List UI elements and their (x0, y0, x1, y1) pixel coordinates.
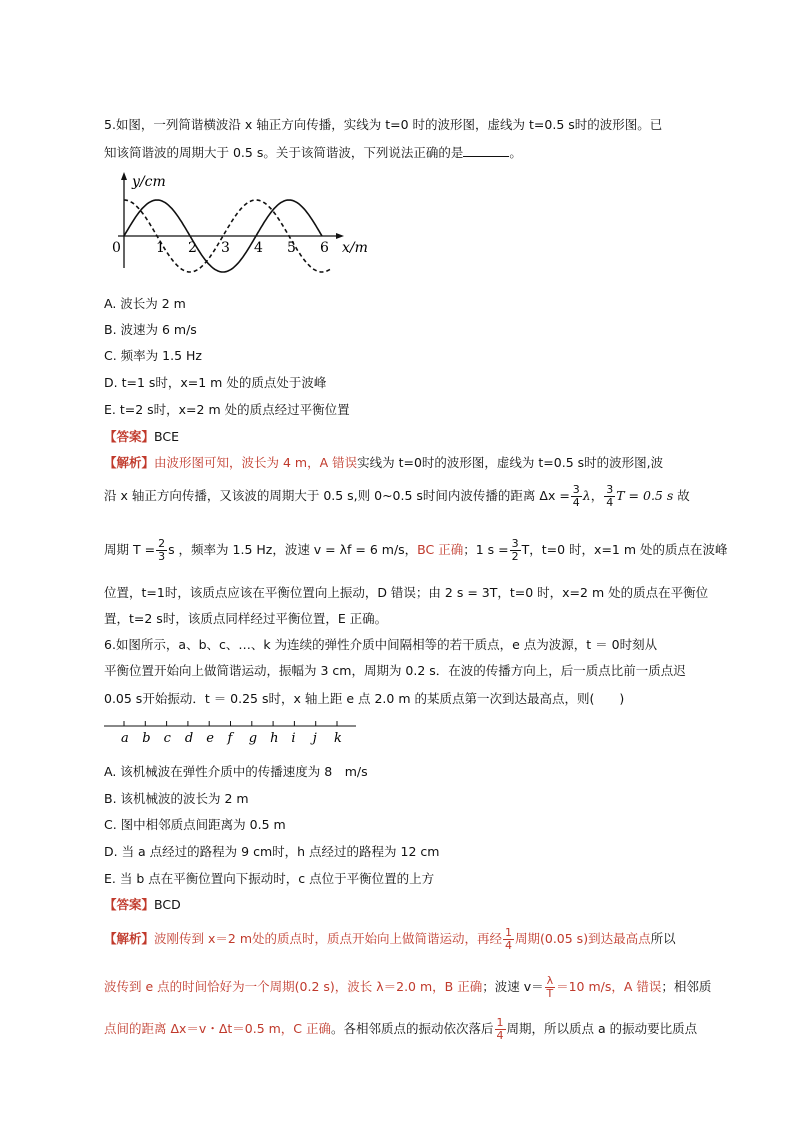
q6-line2: 平衡位置开始向上做简谐运动，振幅为 3 cm，周期为 0.2 s．在波的传播方向上，后一质点比前一质点迟 (104, 663, 686, 678)
q5-option-a: A. 波长为 2 m (104, 296, 186, 311)
q6-option-a: A. 该机械波在弹性介质中的传播速度为 8 m/s (104, 764, 368, 779)
particle-label-a: a (121, 731, 129, 746)
particle-label-e: e (206, 731, 214, 746)
q6-option-c: C. 图中相邻质点间距离为 0.5 m (104, 817, 286, 832)
tick-4: 4 (254, 240, 263, 256)
tick-1: 1 (156, 240, 165, 256)
q6-line1: 6.如图所示，a、b、c、…、k 为连续的弹性介质中间隔相等的若干质点，e 点为波源，t ＝ 0时刻从 (104, 637, 658, 652)
q5-analysis-line3: 周期 T = $\frac{2}{3}$ s ，频率为 1.5 Hz，波速 v = λf = 6 m/s，BC 正确；1 s = $\frac{3}{2}$ T，t=0 时，x=1 m 处的质点在波峰 (104, 537, 728, 563)
q6-particle-diagram (104, 718, 364, 748)
q6-option-b: B. 该机械波的波长为 2 m (104, 791, 249, 806)
q5-analysis-line2: 沿 x 轴正方向传播，又该波的周期大于 0.5 s,则 0~0.5 s时间内波传播的距离 Δx = $\frac{3}{4}$ λ， $\frac{3}{4}$ T = 0.5 s 故 (104, 483, 690, 509)
particle-label-j: j (312, 731, 317, 746)
particle-label-g: g (248, 731, 258, 746)
answer-blank (463, 144, 509, 157)
x-ticks (156, 240, 329, 256)
q6-analysis-line1: 【解析】波刚传到 x＝2 m处的质点时，质点开始向上做简谐运动，再经 $\frac{1}{4}$ 周期(0.05 s)到达最高点所以 (104, 926, 676, 952)
q5-line1: 5.如图，一列简谐横波沿 x 轴正方向传播，实线为 t=0 时的波形图，虚线为 t=0.5 s时的波形图。已 (104, 117, 663, 132)
tick-2: 2 (188, 240, 197, 256)
q6-analysis-line2: 波传到 e 点的时间恰好为一个周期(0.2 s)，波长 λ＝2.0 m，B 正确；波速 v＝ $\frac{\lambda}{T}$ ＝10 m/s，A 错误；相邻质 (104, 974, 712, 1000)
q5-option-e: E. t=2 s时，x=2 m 处的质点经过平衡位置 (104, 402, 350, 417)
origin-label: 0 (112, 240, 121, 256)
q5-option-c: C. 频率为 1.5 Hz (104, 348, 202, 363)
y-axis-label: y/cm (132, 174, 166, 190)
particle-label-c: c (163, 731, 171, 746)
particle-label-f: f (227, 731, 233, 746)
q5-option-b: B. 波速为 6 m/s (104, 322, 197, 337)
particle-label-k: k (334, 731, 342, 746)
q5-wave-graph (104, 168, 368, 280)
particle-label-d: d (184, 731, 194, 746)
tick-3: 3 (221, 240, 230, 256)
q5-line2: 知该简谐波的周期大于 0.5 s。关于该简谐波，下列说法正确的是 。 (104, 145, 522, 160)
particle-label-b: b (142, 731, 151, 746)
q6-answer: 【答案】BCD (104, 897, 181, 912)
q6-option-d: D. 当 a 点经过的路程为 9 cm时，h 点经过的路程为 12 cm (104, 844, 440, 859)
q5-analysis-line1: 【解析】由波形图可知，波长为 4 m，A 错误实线为 t=0时的波形图，虚线为 t=0.5 s时的波形图,波 (104, 455, 664, 470)
tick-5: 5 (287, 240, 296, 256)
x-axis-label: x/m (342, 240, 368, 256)
q5-analysis-line4: 位置，t=1时，该质点应该在平衡位置向上振动，D 错误；由 2 s = 3T，t=0 时，x=2 m 处的质点在平衡位 (104, 585, 709, 600)
tick-6: 6 (320, 240, 329, 256)
q6-analysis-line3: 点间的距离 Δx＝v・Δt＝0.5 m，C 正确。各相邻质点的振动依次落后 $\frac{1}{4}$ 周期，所以质点 a 的振动要比质点 (104, 1016, 698, 1042)
q6-option-e: E. 当 b 点在平衡位置向下振动时，c 点位于平衡位置的上方 (104, 871, 435, 886)
particle-label-h: h (270, 731, 279, 746)
particle-label-i: i (291, 731, 296, 746)
q5-option-d: D. t=1 s时，x=1 m 处的质点处于波峰 (104, 375, 327, 390)
q5-answer: 【答案】BCE (104, 429, 179, 444)
q5-analysis-line5: 置，t=2 s时，该质点同样经过平衡位置，E 正确。 (104, 611, 388, 626)
q6-line3: 0.05 s开始振动．t ＝ 0.25 s时，x 轴上距 e 点 2.0 m 的某质点第一次到达最高点，则( ) (104, 691, 625, 706)
